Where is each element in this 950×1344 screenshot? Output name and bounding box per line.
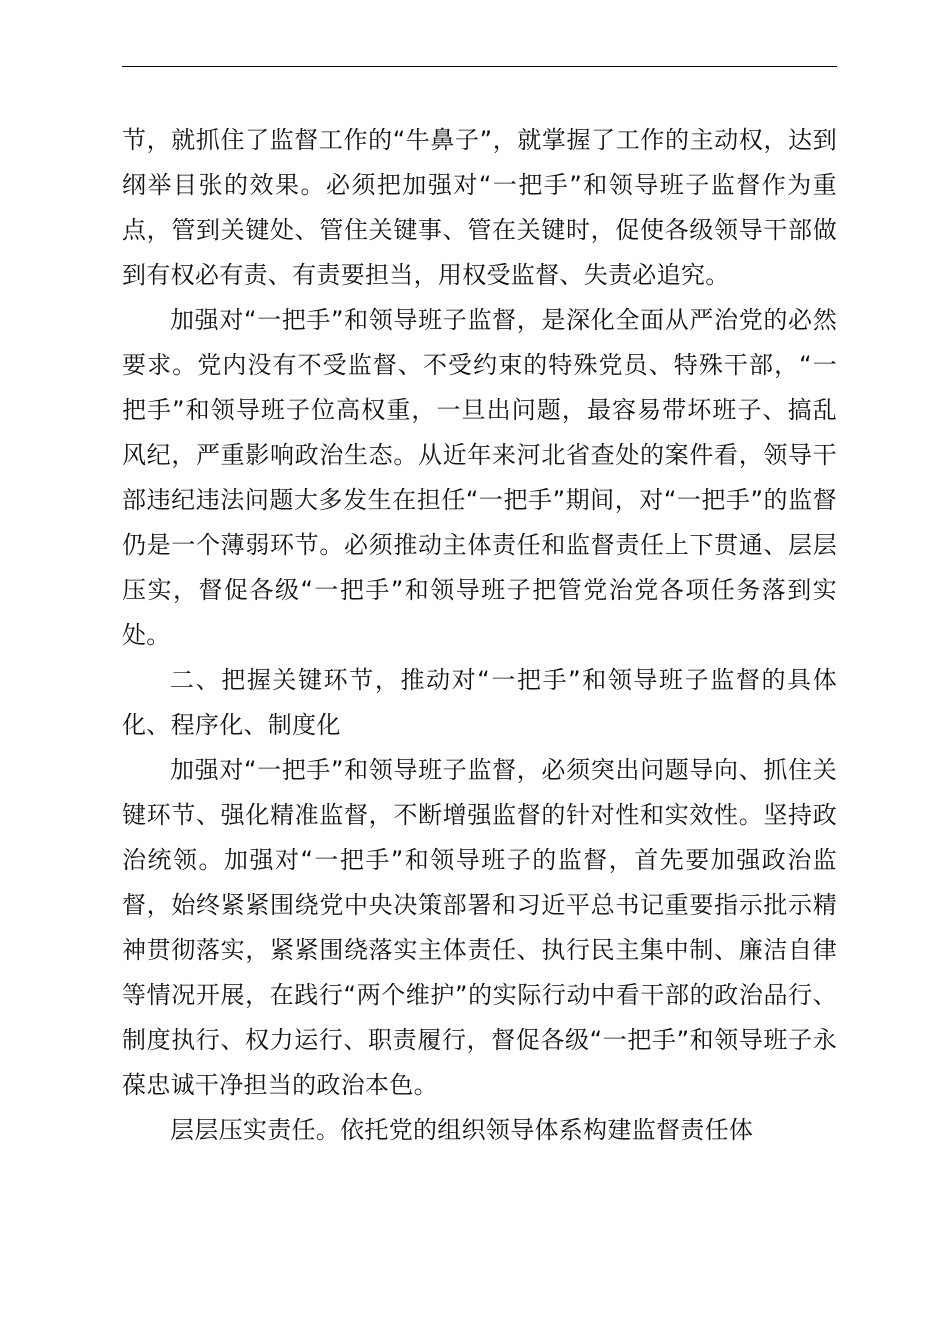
paragraph-continuation: 节，就抓住了监督工作的“牛鼻子”，就掌握了工作的主动权，达到纲举目张的效果。必须把加强对“一把手”和领导班子监督作为重点，管到关键处、管住关键事、管在关键时，促使各级领导干部做到有权必有责、有责要担当，用权受监督、失责必追究。: [122, 126, 837, 289]
paragraph-political-leadership: 加强对“一把手”和领导班子监督，必须突出问题导向、抓住关键环节、强化精准监督，不断增强监督的针对性和实效性。坚持政治统领。加强对“一把手”和领导班子的监督，首先要加强政治监督，始终紧紧围绕党中央决策部署和习近平总书记重要指示批示精神贯彻落实，紧紧围绕落实主体责任、执行民主集中制、廉洁自律等情况开展，在践行“两个维护”的实际行动中看干部的政治品行、制度执行、权力运行、职责履行，督促各级“一把手”和领导班子永葆忠诚干净担当的政治本色。: [122, 756, 837, 1099]
paragraph-responsibility: 层层压实责任。依托党的组织领导体系构建监督责任体: [170, 1116, 754, 1144]
document-body: [122, 118, 837, 1153]
paragraph-necessity: 加强对“一把手”和领导班子监督，是深化全面从严治党的必然要求。党内没有不受监督、不受约束的特殊党员、特殊干部，“一把手”和领导班子位高权重，一旦出问题，最容易带坏班子、搞乱风纪，严重影响政治生态。从近年来河北省查处的案件看，领导干部违纪违法问题大多发生在担任“一把手”期间，对“一把手”的监督仍是一个薄弱环节。必须推动主体责任和监督责任上下贯通、层层压实，督促各级“一把手”和领导班子把管党治党各项任务落到实处。: [122, 306, 837, 649]
header-divider: [122, 66, 837, 67]
section-heading: 二、把握关键环节，推动对“一把手”和领导班子监督的具体化、程序化、制度化: [122, 666, 837, 739]
